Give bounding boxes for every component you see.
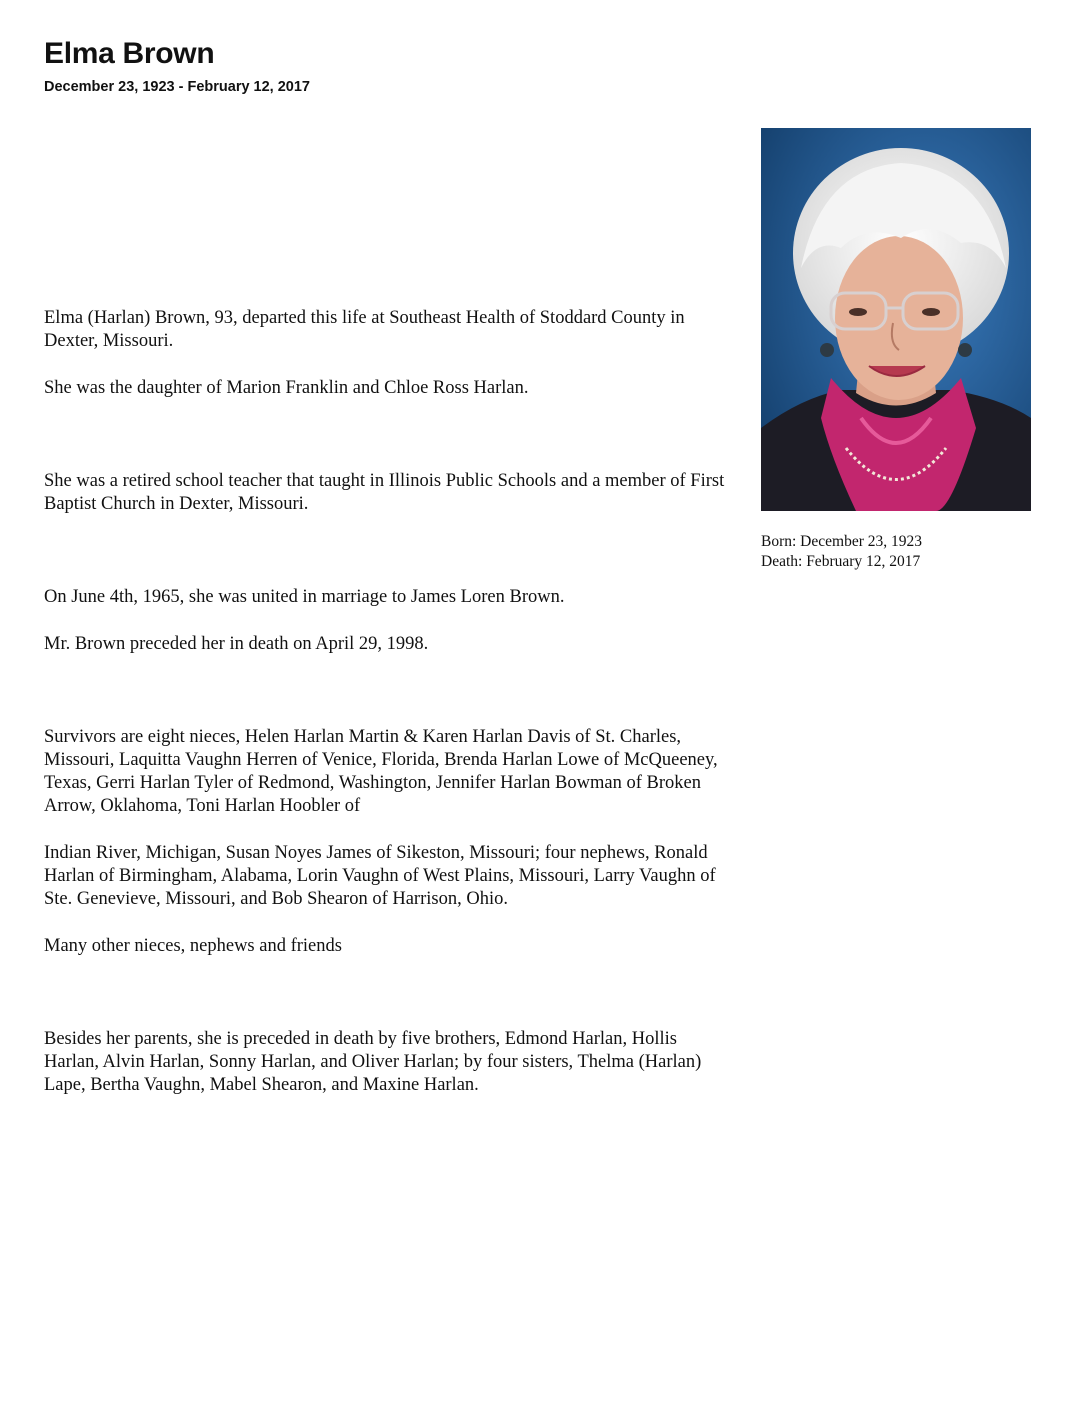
obituary-paragraph: She was a retired school teacher that taught in Illinois Public Schools and a member of First Baptist Church in Dexter, Missouri. (44, 471, 725, 514)
obituary-paragraph: Survivors are eight nieces, Helen Harlan Martin & Karen Harlan Davis of St. Charles, Missouri, Laquitta Vaughn Herren of Venice, Florida, Brenda Harlan Lowe of McQueeney, Texas, Gerri Harlan Tyler of Redmond, Washington, Jennifer Harlan Bowman of Broken Arrow, Oklahoma, Toni Harlan Hoobler of (44, 727, 718, 816)
obituary-body (44, 307, 734, 1097)
birth-date: Born: December 23, 1923 (761, 533, 922, 550)
obituary-paragraph: Mr. Brown preceded her in death on April 29, 1998. (44, 634, 429, 654)
death-date: Death: February 12, 2017 (761, 553, 921, 570)
obituary-paragraph: Many other nieces, nephews and friends (44, 936, 342, 956)
obituary-paragraph: On June 4th, 1965, she was united in marriage to James Loren Brown. (44, 587, 565, 607)
obituary-header (44, 36, 310, 96)
obituary-paragraph: She was the daughter of Marion Franklin and Chloe Ross Harlan. (44, 378, 529, 398)
portrait-photo (761, 128, 1031, 511)
life-dates: December 23, 1923 - February 12, 2017 (44, 79, 310, 95)
page-title: Elma Brown (44, 37, 215, 70)
obituary-paragraph: Indian River, Michigan, Susan Noyes James of Sikeston, Missouri; four nephews, Ronald Harlan of Birmingham, Alabama, Lorin Vaughn of West Plains, Missouri, Larry Vaughn of Ste. Genevieve, Missouri, and Bob Shearon of Harrison, Ohio. (44, 843, 716, 909)
photo-caption (761, 532, 922, 572)
obituary-paragraph: Besides her parents, she is preceded in death by five brothers, Edmond Harlan, Hollis Harlan, Alvin Harlan, Sonny Harlan, and Oliver Harlan; by four sisters, Thelma (Harlan) Lape, Bertha Vaughn, Mabel Shearon, and Maxine Harlan. (44, 1029, 702, 1095)
obituary-paragraph: Elma (Harlan) Brown, 93, departed this life at Southeast Health of Stoddard County in Dexter, Missouri. (44, 308, 685, 351)
